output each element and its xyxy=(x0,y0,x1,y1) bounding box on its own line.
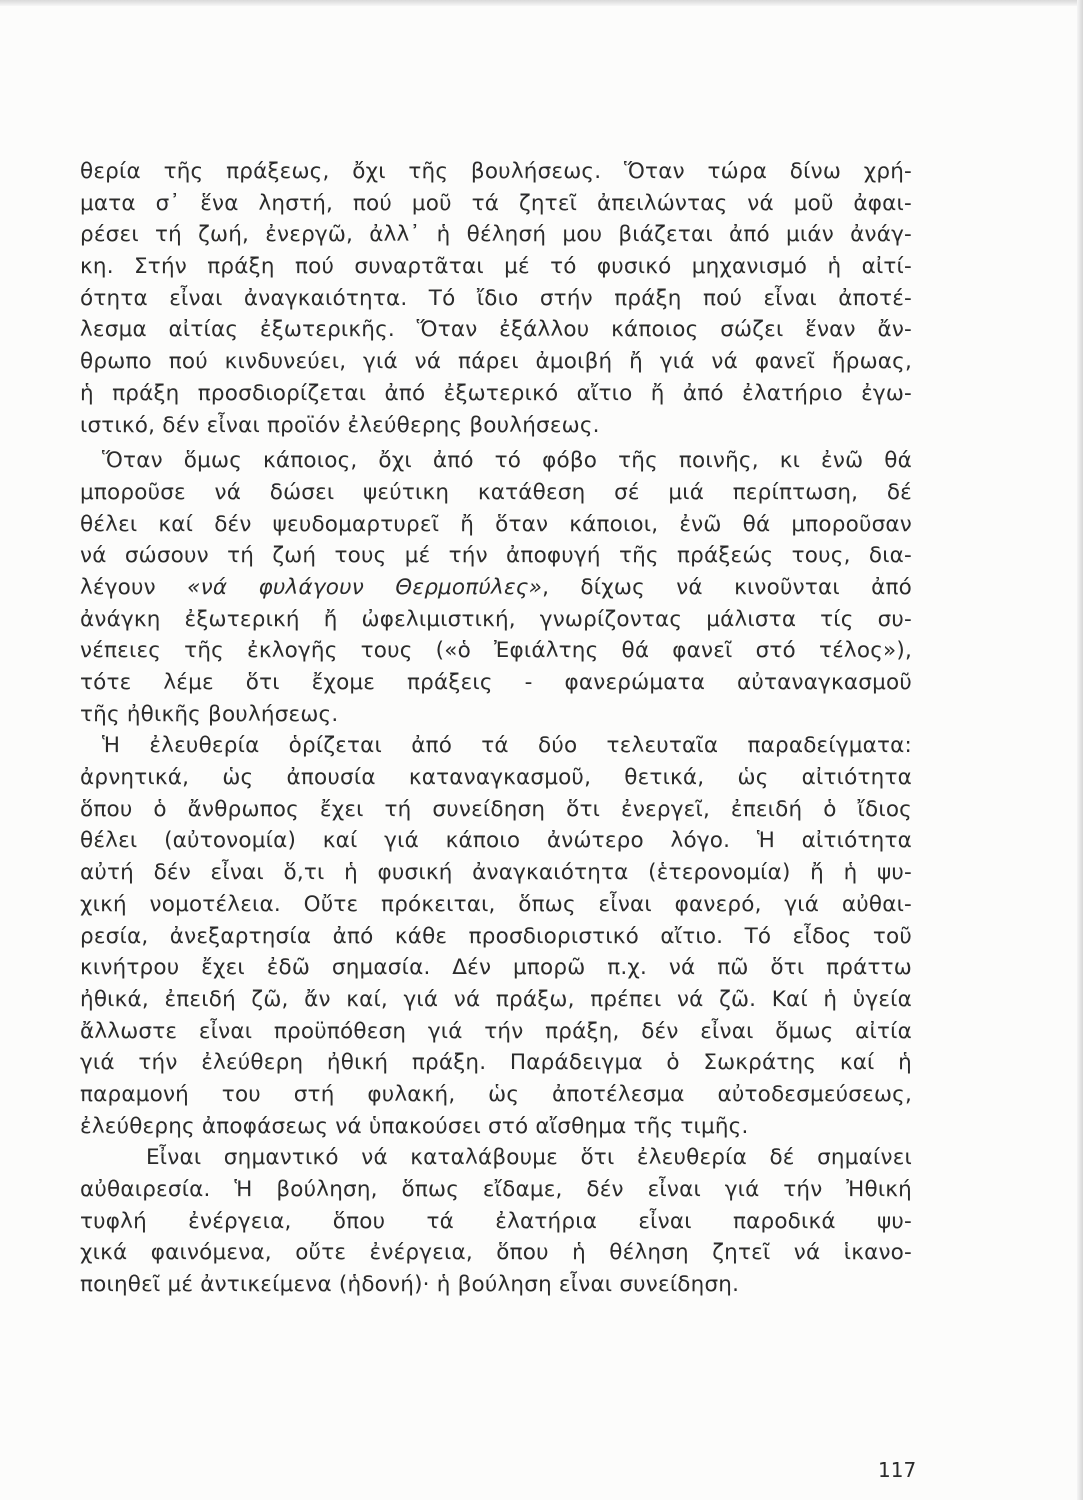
text-line: ἠθικά, ἐπειδή ζῶ, ἄν καί, γιά νά πράξω, πρέπει νά ζῶ. Καί ἡ ὑγεία xyxy=(80,986,912,1012)
text-line: νά σώσουν τή ζωή τους μέ τήν ἀποφυγή τῆς πράξεώς τους, δια- xyxy=(80,543,912,569)
text-line: ἄλλωστε εἶναι προϋπόθεση γιά τήν πράξη, δέν εἶναι ὅμως αἰτία xyxy=(80,1018,912,1044)
text-line: νέπειες τῆς ἐκλογῆς τους («ὁ Ἐφιάλτης θά φανεῖ στό τέλος»), xyxy=(80,638,912,664)
text-line: ἀρνητικά, ὡς ἀπουσία καταναγκασμοῦ, θετικά, ὡς αἰτιότητα xyxy=(80,765,912,791)
page-number: 117 xyxy=(878,1458,917,1482)
text-line: κινήτρου ἔχει ἐδῶ σημασία. Δέν μπορῶ π.χ. νά πῶ ὅτι πράττω xyxy=(80,955,912,981)
italic-quote: «νά φυλάγουν Θερμοπύλες» xyxy=(187,574,543,600)
scan-top-edge xyxy=(0,0,1083,6)
text-line: Ὅταν ὅμως κάποιος, ὄχι ἀπό τό φόβο τῆς ποινῆς, κι ἐνῶ θά xyxy=(102,448,912,474)
text-line: ματα σ᾽ ἕνα ληστή, πού μοῦ τά ζητεῖ ἀπειλώντας νά μοῦ ἀφαι- xyxy=(80,190,912,216)
text-line: ιστικό, δέν εἶναι προϊόν ἐλεύθερης βουλήσεως. xyxy=(80,412,600,438)
text-line: ρέσει τή ζωή, ἐνεργῶ, ἀλλ᾽ ἡ θέλησή μου βιάζεται ἀπό μιάν ἀνάγ- xyxy=(80,222,912,248)
text-fragment: , δίχως νά κινοῦνται ἀπό xyxy=(542,574,912,600)
text-line: ποιηθεῖ μέ ἀντικείμενα (ἡδονή)· ἡ βούληση εἶναι συνείδηση. xyxy=(80,1272,740,1298)
scan-right-edge xyxy=(1077,0,1083,1500)
text-line: ἐλεύθερης ἀποφάσεως νά ὑπακούσει στό αἴσθημα τῆς τιμῆς. xyxy=(80,1113,749,1139)
body-text xyxy=(80,156,912,1301)
text-line: κη. Στήν πράξη πού συναρτᾶται μέ τό φυσικό μηχανισμό ἡ αἰτί- xyxy=(80,254,912,280)
text-line: θερία τῆς πράξεως, ὄχι τῆς βουλήσεως. Ὅταν τώρα δίνω χρή- xyxy=(80,159,912,184)
text-line: ὅπου ὁ ἄνθρωπος ἔχει τή συνείδηση ὅτι ἐνεργεῖ, ἐπειδή ὁ ἴδιος xyxy=(80,796,912,822)
text-line: τῆς ἠθικῆς βουλήσεως. xyxy=(80,701,339,727)
text-line: ἡ πράξη προσδιορίζεται ἀπό ἐξωτερικό αἴτιο ἤ ἀπό ἐλατήριο ἐγω- xyxy=(80,380,912,406)
text-line: χικά φαινόμενα, οὔτε ἐνέργεια, ὅπου ἡ θέληση ζητεῖ νά ἱκανο- xyxy=(80,1240,912,1266)
text-line: ρεσία, ἀνεξαρτησία ἀπό κάθε προσδιοριστικό αἴτιο. Τό εἶδος τοῦ xyxy=(80,923,912,949)
text-line: ότητα εἶναι ἀναγκαιότητα. Τό ἴδιο στήν πράξη πού εἶναι ἀποτέ- xyxy=(80,285,912,311)
text-line: τότε λέμε ὅτι ἔχομε πράξεις - φανερώματα αὐταναγκασμοῦ xyxy=(80,670,912,695)
text-line: θέλει (αὐτονομία) καί γιά κάποιο ἀνώτερο λόγο. Ἡ αἰτιότητα xyxy=(80,828,912,854)
text-line: μποροῦσε νά δώσει ψεύτικη κατάθεση σέ μιά περίπτωση, δέ xyxy=(80,479,912,505)
text-line: αὐθαιρεσία. Ἡ βούληση, ὅπως εἴδαμε, δέν εἶναι γιά τήν Ἠθική xyxy=(80,1177,912,1202)
text-line: λεσμα αἰτίας ἐξωτερικῆς. Ὅταν ἐξάλλου κάποιος σώζει ἕναν ἄν- xyxy=(80,317,912,343)
text-fragment: λέγουν xyxy=(80,574,156,600)
text-line: γιά τήν ἐλεύθερη ἠθική πράξη. Παράδειγμα ὁ Σωκράτης καί ἡ xyxy=(80,1050,912,1076)
text-line: χική νομοτέλεια. Οὔτε πρόκειται, ὅπως εἶναι φανερό, γιά αὐθαι- xyxy=(80,891,912,917)
text-line: θέλει καί δέν ψευδομαρτυρεῖ ἤ ὅταν κάποιοι, ἐνῶ θά μποροῦσαν xyxy=(80,511,912,537)
text-line: παραμονή του στή φυλακή, ὡς ἀποτέλεσμα αὐτοδεσμεύσεως, xyxy=(80,1081,912,1107)
text-line: τυφλή ἐνέργεια, ὅπου τά ἐλατήρια εἶναι παροδικά ψυ- xyxy=(80,1208,912,1234)
text-line-with-quote xyxy=(80,572,912,604)
text-line: αὐτή δέν εἶναι ὅ,τι ἡ φυσική ἀναγκαιότητα (ἑτερονομία) ἤ ἡ ψυ- xyxy=(80,860,912,886)
text-line: Εἶναι σημαντικό νά καταλάβουμε ὅτι ἐλευθερία δέ σημαίνει xyxy=(146,1145,912,1171)
text-line: Ἡ ἐλευθερία ὁρίζεται ἀπό τά δύο τελευταῖα παραδείγματα: xyxy=(102,733,912,759)
text-line: ἀνάγκη ἐξωτερική ἤ ὠφελιμιστική, γνωρίζοντας μάλιστα τίς συ- xyxy=(80,606,912,632)
text-line: θρωπο πού κινδυνεύει, γιά νά πάρει ἀμοιβή ἤ γιά νά φανεῖ ἥρωας, xyxy=(80,349,912,375)
